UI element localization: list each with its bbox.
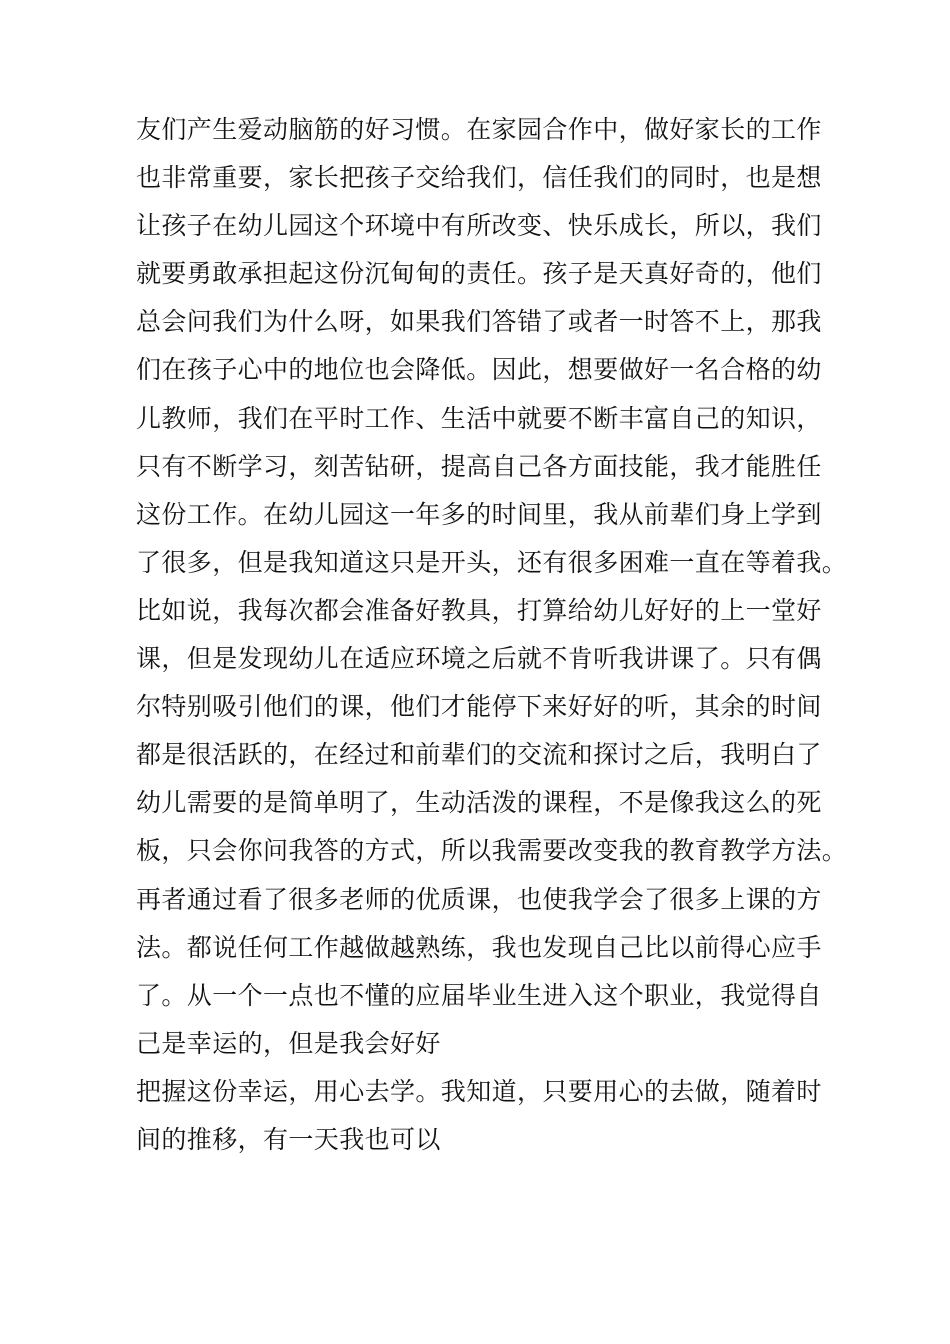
text-line: 也非常重要，家长把孩子交给我们，信任我们的同时，也是想 xyxy=(136,163,822,193)
text-line: 比如说，我每次都会准备好教具，打算给幼儿好好的上一堂好 xyxy=(136,595,822,625)
text-line: 儿教师，我们在平时工作、生活中就要不断丰富自己的知识， xyxy=(136,403,822,433)
text-line: 友们产生爱动脑筋的好习惯。在家园合作中，做好家长的工作 xyxy=(136,115,822,144)
text-line: 再者通过看了很多老师的优质课，也使我学会了很多上课的方 xyxy=(136,884,822,914)
text-line: 课，但是发现幼儿在适应环境之后就不肯听我讲课了。只有偶 xyxy=(136,644,822,674)
text-line: 让孩子在幼儿园这个环境中有所改变、快乐成长，所以，我们 xyxy=(136,211,822,241)
text-line: 只有不断学习，刻苦钻研，提高自己各方面技能，我才能胜任 xyxy=(136,451,822,481)
text-line: 间的推移，有一天我也可以 xyxy=(136,1124,441,1154)
text-line: 法。都说任何工作越做越熟练，我也发现自己比以前得心应手 xyxy=(136,932,822,962)
text-line: 总会问我们为什么呀，如果我们答错了或者一时答不上，那我 xyxy=(136,307,822,337)
text-line: 幼儿需要的是简单明了，生动活泼的课程，不是像我这么的死 xyxy=(136,788,822,818)
text-line: 把握这份幸运，用心去学。我知道，只要用心的去做，随着时 xyxy=(136,1076,822,1106)
text-line: 尔特别吸引他们的课，他们才能停下来好好的听，其余的时间 xyxy=(136,692,822,722)
text-line: 这份工作。在幼儿园这一年多的时间里，我从前辈们身上学到 xyxy=(136,499,822,529)
text-line: 了很多，但是我知道这只是开头，还有很多困难一直在等着我。 xyxy=(136,547,848,577)
text-line: 己是幸运的，但是我会好好 xyxy=(136,1028,441,1058)
text-line: 就要勇敢承担起这份沉甸甸的责任。孩子是天真好奇的，他们 xyxy=(136,259,822,289)
text-line: 都是很活跃的，在经过和前辈们的交流和探讨之后，我明白了 xyxy=(136,740,822,770)
text-line: 板，只会你问我答的方式，所以我需要改变我的教育教学方法。 xyxy=(136,836,848,866)
text-line: 了。从一个一点也不懂的应届毕业生进入这个职业，我觉得自 xyxy=(136,980,822,1010)
text-line: 们在孩子心中的地位也会降低。因此，想要做好一名合格的幼 xyxy=(136,355,822,385)
body-text xyxy=(136,106,856,1164)
